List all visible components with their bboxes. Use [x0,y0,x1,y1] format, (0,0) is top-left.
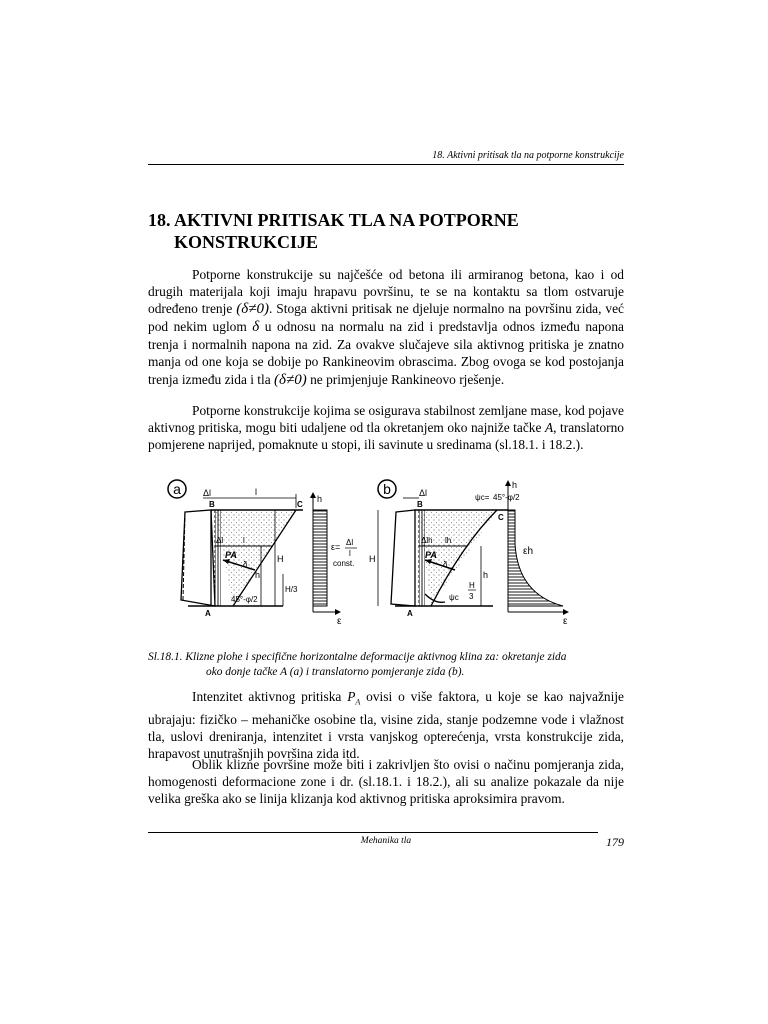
figure-caption [148,650,624,680]
eps-axis-label-b: ε [563,616,568,626]
chapter-title-line2: KONSTRUKCIJE [174,232,319,252]
delta-not-zero-symbol: (δ≠0) [236,301,269,318]
point-a-label-a: A [205,609,211,618]
paragraph-1 [148,266,624,389]
delta-label-a: δ [243,560,248,569]
point-c-label-b: C [498,513,504,522]
panel-a-label: a [173,481,181,497]
point-c-label-a: C [297,500,303,509]
delta-symbol: δ [252,319,260,336]
paragraph-3-text-a: Intenzitet aktivnog pritiska [192,689,348,704]
pa-label-b: PA [425,550,437,560]
paragraph-1-text-a: Potporne konstrukcije su najčešće od betona ili armiranog betona, kao i od drugih materijala koji imaju hrapavu površinu, te se na kontaktu sa tlom ostvaruje određeno trenje [148,267,624,317]
caption-line1: Klizne plohe i specifične horizontalne deformacije aktivnog klina za: okretanje zida [185,651,567,663]
paragraph-2-text-a: Potporne konstrukcije kojima se osigurava stabilnost zemljane mase, kod pojave aktivnog pritiska, mogu biti udaljene od tla okretanjem oko najniže tačke [148,403,624,436]
paragraph-4: Oblik klizne površine može biti i zakrivljen što ovisi o načinu pomjeranja zida, homogenosti deformacione zone i dr. (sl.18.1. i 18.2.), ali su analize pokazale da nije velika greška ako se linija klizanja kod aktivnog pritiska aproksimira pravom. [148,757,624,807]
point-a-symbol: A [544,420,554,436]
footer-title: Mehanika tla [360,836,412,846]
chapter-title [148,209,624,253]
point-b-label-b: B [417,500,423,509]
point-b-label-a: B [209,500,215,509]
running-head: 18. Aktivni pritisak tla na potporne konstrukcije [432,150,624,161]
h-axis-label-a: h [317,494,323,504]
h-label-a: h [255,570,261,580]
panel-a [168,480,357,626]
delta-l-label-a: Δl [203,488,212,498]
paragraph-2 [148,402,624,453]
angle-label-b: 45°-φ/2 [493,493,520,502]
h3-num-b: H [469,581,475,590]
panel-b-label: b [383,481,391,497]
pa-label-a: PA [225,550,237,560]
angle-label-a: 45°-φ/2 [231,595,258,604]
paragraph-2-text-b: , translatorno pomjerene naprijed, pomaknute u stopi, ili savinute u sredinama (sl.18.1. i 18.2.). [148,420,624,453]
l-slice-a: l [243,536,245,545]
eps-const-a: const. [333,559,355,568]
pa-subscript: A [355,697,361,707]
page-number: 179 [606,835,624,849]
delta-lh-label-b: Δlh [421,536,433,545]
wall-a [181,510,215,606]
paragraph-3 [148,688,624,762]
delta-l-label-b: Δl [419,488,428,498]
paragraph-1-text-c: u odnosu na normalu na zid i predstavlja odnos između napona trenja i normalnih napona na zid. Za ovakve slučajeve sila aktivnog pritiska je znatno manja od one koja se dobije po Rankineovim obrascima. Zbog ovoga se kod postojanja trenja između zida i tla [148,319,624,387]
delta-label-b: δ [443,560,448,569]
pa-symbol: P [347,689,356,704]
wall-b [391,510,415,606]
eps-formula-a: ε= [331,542,341,552]
footer-rule [148,832,598,833]
eps-h-label-b: εh [523,546,534,557]
caption-line2: oko donje tačke A (a) i translatorno pomjeranje zida (b). [206,666,465,678]
paragraph-1-text-b: . Stoga aktivni pritisak ne djeluje normalno na površinu zida, već pod nekim uglom [148,301,624,335]
paragraph-3-text-b: ovisi o više faktora, u koje se kao najvažnije ubrajaju: fizičko – mehaničke osobine tla, visine zida, stanje podzemne vode i vlažnost tla, uslovi dreniranja, intenzitet i vrsta vanjskog opterećenja, vrsta konstrukcije zida, hrapavost unutrašnjih površina zida itd. [148,689,624,761]
point-a-label-b: A [407,609,413,618]
chapter-number: 18. [148,210,171,230]
panel-b [369,480,569,626]
eps-frac-num-a: Δl [346,538,354,547]
eps-frac-den-a: l [349,549,351,558]
delta-not-zero-symbol: (δ≠0) [274,371,307,388]
delta-l-slice-a: Δl [216,536,224,545]
chapter-title-line1: AKTIVNI PRITISAK TLA NA POTPORNE [174,210,519,230]
eps-axis-label-a: ε [337,616,342,626]
figure-18-1 [163,474,583,626]
header-rule [148,164,624,165]
psi-c-label-b: ψc [449,593,459,602]
H-label-b: H [369,554,376,564]
caption-label: Sl.18.1. [148,651,186,663]
h-label-b: h [483,570,489,580]
l-label-a: l [255,487,257,497]
h3-label-a: H/3 [285,585,298,594]
psi-eq-label-b: ψc= [475,493,490,502]
h3-den-b: 3 [469,592,474,601]
H-label-a: H [277,554,284,564]
paragraph-1-text-d: ne primjenjuje Rankineovo rješenje. [306,371,505,387]
h-axis-label-b: h [512,480,518,490]
lh-label-b: lh [445,536,452,545]
